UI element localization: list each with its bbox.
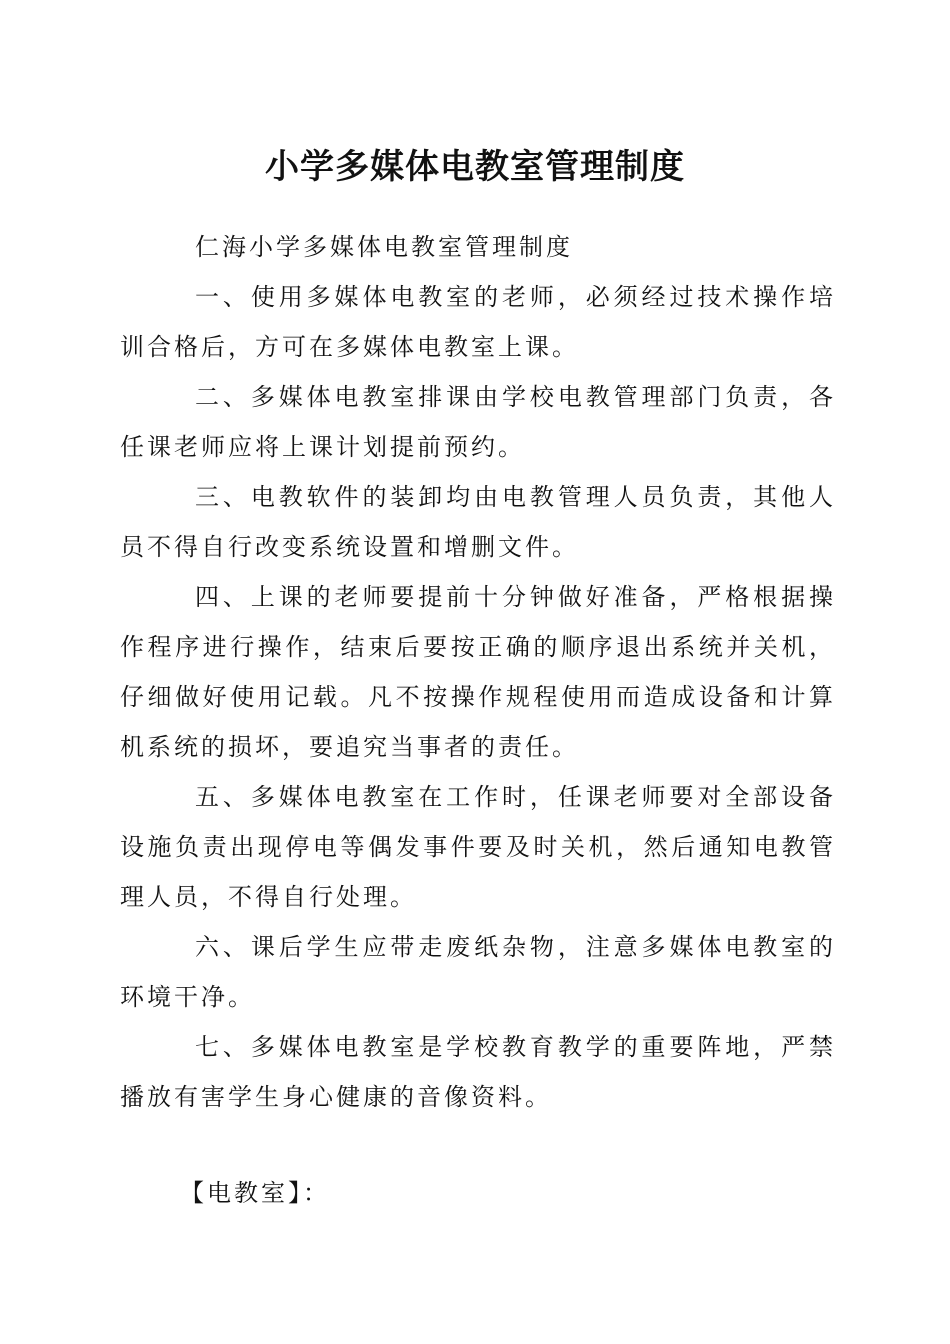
paragraph-rule-2: 二、多媒体电教室排课由学校电教管理部门负责，各任课老师应将上课计划提前预约。 xyxy=(120,383,836,461)
document-body xyxy=(120,222,836,1122)
paragraph-rule-6: 六、课后学生应带走废纸杂物，注意多媒体电教室的环境干净。 xyxy=(120,933,836,1011)
paragraph-rule-3: 三、电教软件的装卸均由电教管理人员负责，其他人员不得自行改变系统设置和增删文件。 xyxy=(120,483,836,561)
footer-label: 【电教室】： xyxy=(180,1179,330,1207)
paragraph-rule-7: 七、多媒体电教室是学校教育教学的重要阵地，严禁播放有害学生身心健康的音像资料。 xyxy=(120,1033,836,1111)
document-title: 小学多媒体电教室管理制度 xyxy=(265,147,685,187)
paragraph-rule-1: 一、使用多媒体电教室的老师，必须经过技术操作培训合格后，方可在多媒体电教室上课。 xyxy=(120,283,836,361)
paragraph-rule-5: 五、多媒体电教室在工作时，任课老师要对全部设备设施负责出现停电等偶发事件要及时关机，然后通知电教管理人员，不得自行处理。 xyxy=(120,783,836,911)
paragraph-heading: 仁海小学多媒体电教室管理制度 xyxy=(195,233,573,261)
paragraph-rule-4: 四、上课的老师要提前十分钟做好准备，严格根据操作程序进行操作，结束后要按正确的顺序退出系统并关机，仔细做好使用记载。凡不按操作规程使用而造成设备和计算机系统的损坏，要追究当事者的责任。 xyxy=(120,583,836,761)
